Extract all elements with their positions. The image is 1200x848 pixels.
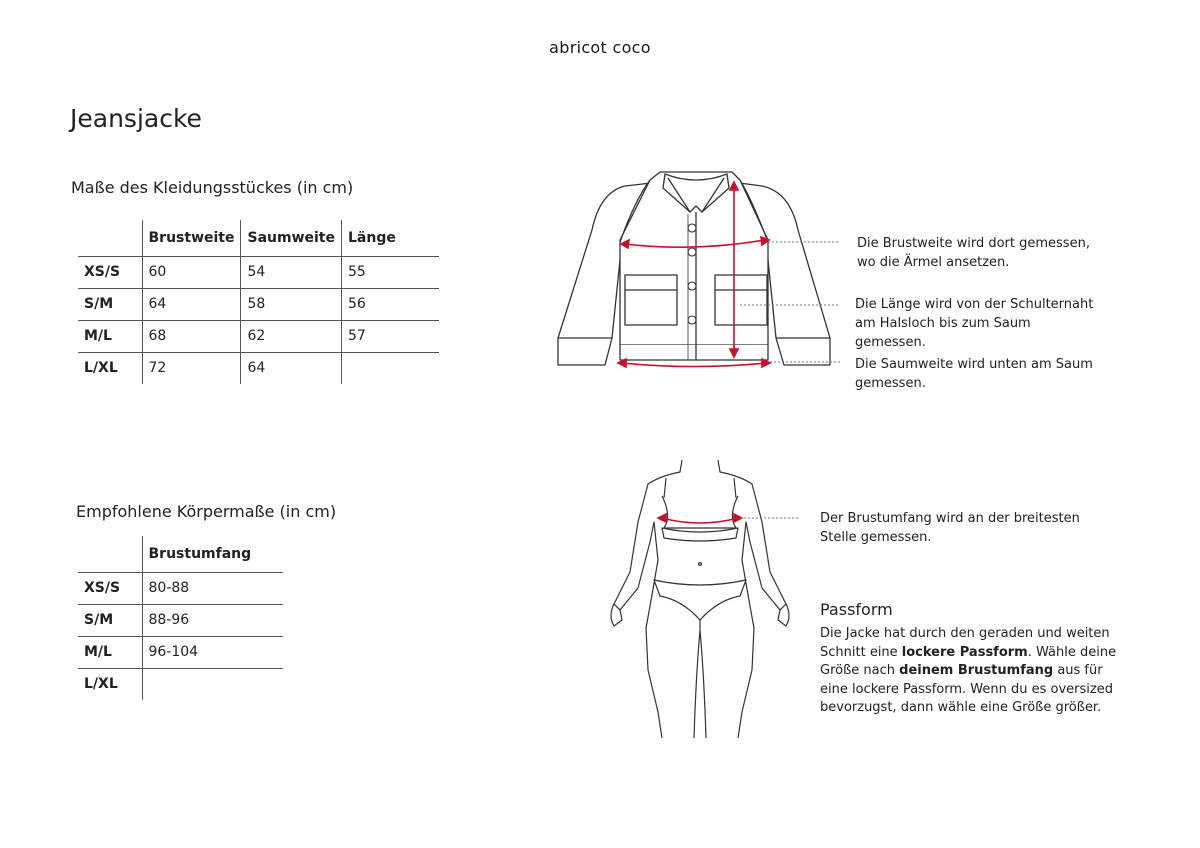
table-cell: [142, 668, 283, 700]
table-row: [78, 256, 439, 288]
table-cell: 58: [241, 288, 342, 320]
table-row: [78, 604, 283, 636]
fit-description: [820, 625, 1120, 718]
brand-name: abricot coco: [549, 38, 651, 57]
body-figure-drawing: [600, 460, 800, 738]
table-cell: [341, 352, 439, 384]
table-header-row: [78, 220, 439, 256]
table-header-cell: Länge: [341, 220, 439, 256]
body-measurements-table: [78, 536, 283, 700]
size-label: XS/S: [84, 264, 121, 280]
table-cell: 55: [341, 256, 439, 288]
table-cell: 88-96: [142, 604, 283, 636]
table-cell: 60: [142, 256, 241, 288]
fit-text: Die Jacke hat durch den geraden und weiten Schnitt eine: [820, 626, 1110, 660]
table-cell: 56: [341, 288, 439, 320]
table-row: [78, 320, 439, 352]
table-header-cell: [78, 220, 142, 256]
fit-title: Passform: [820, 600, 893, 619]
table-cell: 80-88: [142, 572, 283, 604]
table-row: [78, 288, 439, 320]
table-header-cell: Brustweite: [142, 220, 241, 256]
hem-width-note: Die Saumweite wird unten am Saum gemessen.: [855, 357, 1093, 391]
fit-text: aus für eine lockere Passform. Wenn du es oversized bevorzugst, dann wähle eine Größe größer.: [820, 663, 1113, 716]
table-cell: 62: [241, 320, 342, 352]
size-label: L/XL: [84, 676, 118, 693]
garment-measurements-title: Maße des Kleidungsstückes (in cm): [71, 178, 354, 197]
table-header-cell: Brustumfang: [142, 536, 283, 572]
chest-width-note: Die Brustweite wird dort gemessen, wo die Ärmel ansetzen.: [857, 236, 1090, 270]
table-cell: 72: [142, 352, 241, 384]
size-label: S/M: [84, 612, 114, 628]
length-note: Die Länge wird von der Schulternaht am Halsloch bis zum Saum gemessen.: [855, 297, 1094, 350]
table-row: [78, 352, 439, 384]
bust-circumference-note: Der Brustumfang wird an der breitesten Stelle gemessen.: [820, 511, 1080, 545]
jacket-drawing: [500, 160, 840, 395]
garment-measurements-table: [78, 220, 439, 384]
table-row: [78, 572, 283, 604]
table-cell: 64: [142, 288, 241, 320]
fit-section: [820, 600, 1120, 718]
table-cell: 96-104: [142, 636, 283, 668]
table-row: [78, 636, 283, 668]
table-cell: 57: [341, 320, 439, 352]
fit-text: . Wähle deine Größe nach: [820, 644, 1117, 679]
fit-emphasis: deinem Brustumfang: [899, 663, 1054, 679]
size-label: M/L: [84, 328, 112, 344]
size-label: XS/S: [84, 580, 121, 596]
table-cell: 64: [241, 352, 342, 384]
page-title: Jeansjacke: [70, 104, 202, 133]
table-row: [78, 668, 283, 700]
body-measurements-title: Empfohlene Körpermaße (in cm): [76, 502, 337, 521]
table-cell: 54: [241, 256, 342, 288]
fit-emphasis: lockere Passform: [901, 644, 1028, 660]
table-cell: 68: [142, 320, 241, 352]
size-label: S/M: [84, 296, 114, 312]
table-header-cell: Saumweite: [241, 220, 342, 256]
table-header-cell: [78, 536, 142, 572]
size-label: M/L: [84, 644, 112, 660]
table-header-row: [78, 536, 283, 572]
size-label: L/XL: [84, 360, 118, 377]
